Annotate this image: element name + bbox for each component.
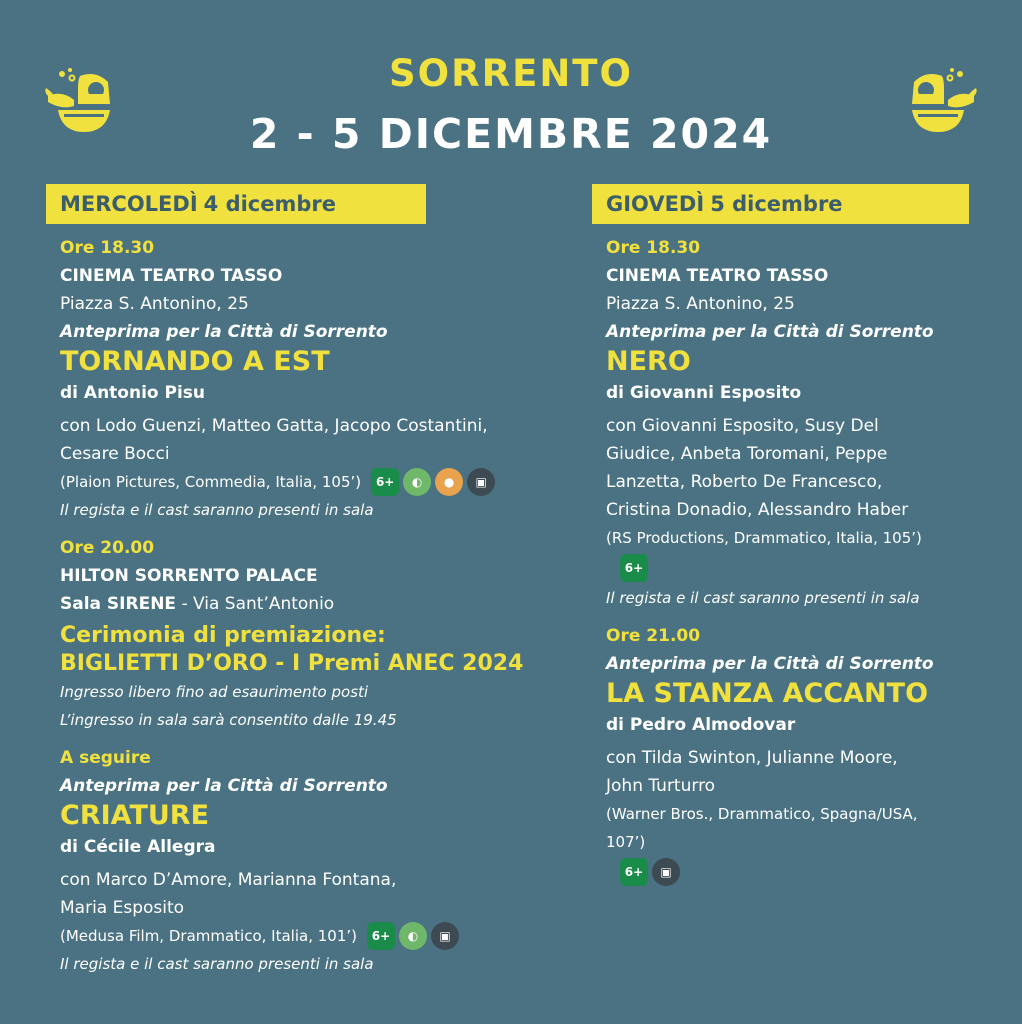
badge-group [367, 922, 459, 950]
film-director: di Cécile Allegra [60, 837, 216, 857]
film-title: CRIATURE [60, 800, 210, 831]
day-name: MERCOLEDÌ [60, 192, 198, 216]
film-info-text: (Plaion Pictures, Commedia, Italia, 105’) [60, 473, 362, 491]
event-biglietti-doro [46, 534, 566, 734]
wednesday-column [46, 184, 566, 978]
film-cast: Lanzetta, Roberto De Francesco, [606, 472, 883, 492]
age-rating-icon: 6+ [620, 554, 648, 582]
event-note: Il regista e il cast saranno presenti in sala [60, 955, 374, 973]
day-date: 4 dicembre [203, 192, 337, 216]
event-time: Ore 21.00 [606, 626, 701, 646]
event-address [60, 590, 566, 618]
film-cast: con Marco D’Amore, Marianna Fontana, [60, 870, 397, 890]
event-time: Ore 18.30 [606, 238, 701, 258]
film-cast: Maria Esposito [60, 898, 185, 918]
event-time: Ore 20.00 [60, 538, 155, 558]
event-street: - Via Sant’Antonio [176, 594, 335, 614]
event-preview-label: Anteprima per la Città di Sorrento [606, 322, 934, 342]
film-info [60, 922, 566, 950]
film-director: di Giovanni Esposito [606, 383, 802, 403]
event-note: L’ingresso in sala sarà consentito dalle 19.45 [60, 711, 397, 729]
film-director: di Pedro Almodovar [606, 715, 796, 735]
event-venue: HILTON SORRENTO PALACE [60, 566, 318, 586]
event-room: Sala SIRENE [60, 594, 177, 614]
event-address: Piazza S. Antonino, 25 [606, 294, 795, 314]
event-nero [592, 234, 1002, 612]
event-note: Il regista e il cast saranno presenti in sala [606, 589, 920, 607]
day-header [592, 184, 969, 224]
event-note: Il regista e il cast saranno presenti in sala [60, 501, 374, 519]
event-venue: CINEMA TEATRO TASSO [60, 266, 283, 286]
film-cast: Cesare Bocci [60, 444, 170, 464]
age-rating-icon: 6+ [371, 468, 399, 496]
film-cast: John Turturro [606, 776, 716, 796]
audio-description-icon: ◐ [403, 468, 431, 496]
film-title: NERO [606, 346, 691, 377]
city-title: SORRENTO [388, 52, 634, 95]
film-title: TORNANDO A EST [60, 346, 330, 377]
film-cast: Giudice, Anbeta Toromani, Peppe [606, 444, 888, 464]
film-info: 107’) [606, 833, 646, 851]
ceremony-title: Cerimonia di premiazione: [60, 623, 386, 648]
film-info: (Warner Bros., Drammatico, Spagna/USA, [606, 805, 918, 823]
event-address: Piazza S. Antonino, 25 [60, 294, 249, 314]
thursday-column [592, 184, 1002, 888]
accessibility-icon: ▣ [652, 858, 680, 886]
film-title: LA STANZA ACCANTO [606, 678, 929, 709]
event-la-stanza-accanto [592, 622, 1002, 886]
film-cast: Cristina Donadio, Alessandro Haber [606, 500, 909, 520]
event-preview-label: Anteprima per la Città di Sorrento [60, 322, 388, 342]
film-info: (RS Productions, Drammatico, Italia, 105’) [606, 529, 922, 547]
age-rating-icon: 6+ [367, 922, 395, 950]
day-date: 5 dicembre [710, 192, 843, 216]
day-header [46, 184, 426, 224]
film-director: di Antonio Pisu [60, 383, 206, 403]
event-time: Ore 18.30 [60, 238, 155, 258]
audio-description-icon: ◐ [399, 922, 427, 950]
subtitle-icon: ● [435, 468, 463, 496]
event-criature [46, 744, 566, 978]
badge-group [606, 554, 1002, 582]
accessibility-icon: ▣ [431, 922, 459, 950]
event-time: A seguire [60, 748, 151, 768]
film-cast: con Lodo Guenzi, Matteo Gatta, Jacopo Costantini, [60, 416, 488, 436]
badge-group [371, 468, 495, 496]
day-name: GIOVEDÌ [606, 192, 705, 216]
date-range: 2 - 5 DICEMBRE 2024 [249, 110, 773, 158]
film-cast: con Tilda Swinton, Julianne Moore, [606, 748, 898, 768]
event-preview-label: Anteprima per la Città di Sorrento [60, 776, 388, 796]
event-venue: CINEMA TEATRO TASSO [606, 266, 829, 286]
accessibility-icon: ▣ [467, 468, 495, 496]
event-note: Ingresso libero fino ad esaurimento posti [60, 683, 369, 701]
age-rating-icon: 6+ [620, 858, 648, 886]
event-preview-label: Anteprima per la Città di Sorrento [606, 654, 934, 674]
film-info-text: (Medusa Film, Drammatico, Italia, 101’) [60, 927, 357, 945]
event-tornando-a-est [46, 234, 566, 524]
badge-group [606, 858, 1002, 886]
film-info [60, 468, 566, 496]
film-cast: con Giovanni Esposito, Susy Del [606, 416, 879, 436]
ceremony-subtitle: BIGLIETTI D’ORO - I Premi ANEC 2024 [60, 651, 524, 676]
